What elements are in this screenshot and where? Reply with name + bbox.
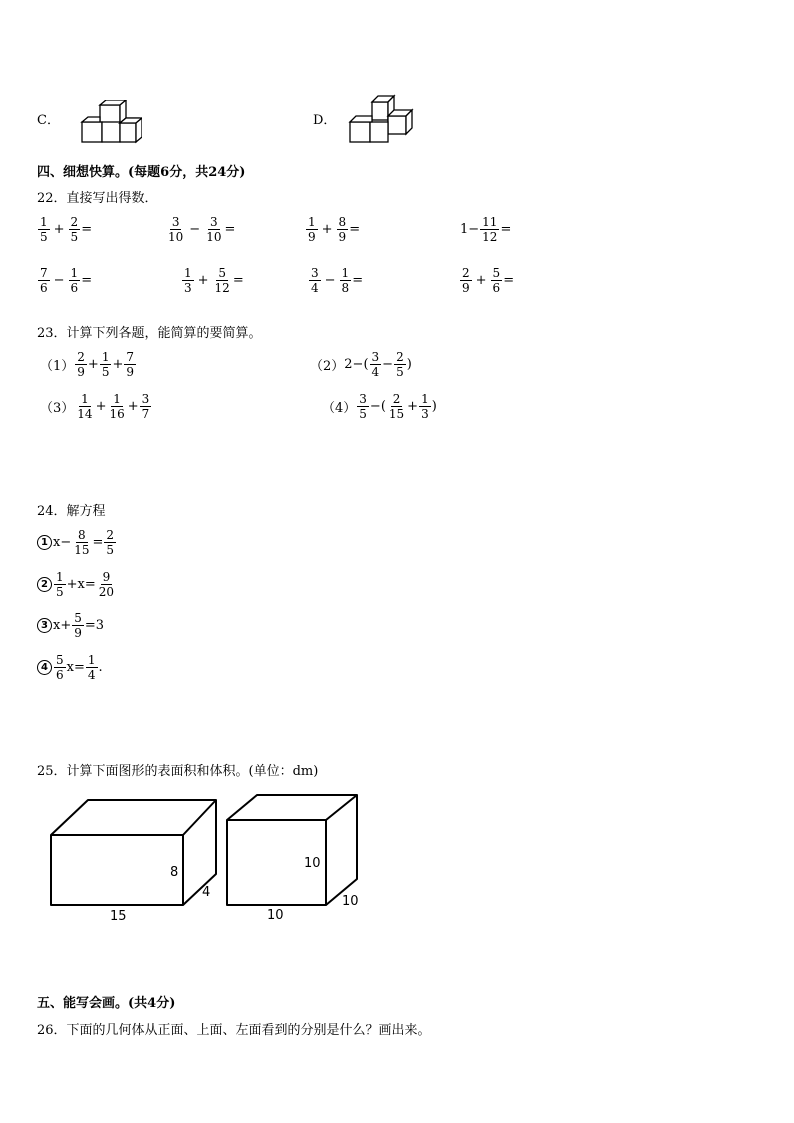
option-c-figure xyxy=(80,100,142,144)
q22-item-2: $\frac{3}{10}$ − $\frac{3}{10}$ = xyxy=(168,215,236,244)
section-5-heading: 五、能写会画。(共4分) xyxy=(37,996,176,1011)
q22-item-5: $\frac{7}{6}$ − $\frac{1}{6}$ = xyxy=(40,266,93,295)
q23-title: 23．计算下列各题，能简算的要简算。 xyxy=(37,326,262,341)
q22-item-1: $\frac{1}{5}$ + $\frac{2}{5}$ = xyxy=(40,215,93,244)
fraction: $\frac{8}{9}$ xyxy=(338,215,347,244)
fraction: $\frac{2}{9}$ xyxy=(77,350,85,379)
cuboid-front xyxy=(51,835,183,905)
fraction: $\frac{2}{15}$ xyxy=(388,392,405,421)
cube-top xyxy=(227,795,357,820)
q23-item-1: （1） $\frac{2}{9}$ + $\frac{1}{5}$ + $\frac{7}{9}$ xyxy=(40,350,135,379)
circled-number: 4 xyxy=(37,660,52,675)
fraction: $\frac{9}{20}$ xyxy=(98,570,115,599)
circled-number: 2 xyxy=(37,577,52,592)
fraction: $\frac{7}{9}$ xyxy=(126,350,135,379)
q22-item-6: $\frac{1}{3}$ + $\frac{5}{12}$ = xyxy=(184,266,244,295)
fraction: $\frac{1}{14}$ xyxy=(77,392,93,421)
fraction: $\frac{3}{5}$ xyxy=(359,392,367,421)
q23-item-4: （4） $\frac{3}{5}$ −( $\frac{2}{15}$ + $\frac{1}{3}$ ) xyxy=(322,392,437,421)
fraction: $\frac{5}{6}$ xyxy=(492,266,501,295)
fraction: $\frac{5}{6}$ xyxy=(56,653,64,682)
q26-title: 26．下面的几何体从正面、上面、左面看到的分别是什么？画出来。 xyxy=(37,1023,431,1038)
q24-title: 24．解方程 xyxy=(37,504,106,519)
fraction: $\frac{1}{5}$ xyxy=(40,215,48,244)
q22-title: 22．直接写出得数． xyxy=(37,191,158,206)
fraction: $\frac{3}{7}$ xyxy=(141,392,150,421)
q23-item-3: （3） $\frac{1}{14}$ + $\frac{1}{16}$ + $\frac{3}{7}$ xyxy=(40,392,150,421)
q22-item-8: $\frac{2}{9}$ + $\frac{5}{6}$ = xyxy=(462,266,515,295)
cuboid-side xyxy=(183,800,216,905)
fraction: $\frac{1}{3}$ xyxy=(421,392,429,421)
q24-item-2: 2 $\frac{1}{5}$ +x= $\frac{9}{20}$ xyxy=(37,570,117,599)
fraction: $\frac{3}{10}$ xyxy=(168,215,184,244)
q24-item-1: 1 x− $\frac{8}{15}$ = $\frac{2}{5}$ xyxy=(37,528,117,557)
fraction: $\frac{5}{12}$ xyxy=(214,266,230,295)
fraction: $\frac{2}{5}$ xyxy=(106,528,115,557)
q22-item-7: $\frac{3}{4}$ − $\frac{1}{8}$ = xyxy=(311,266,364,295)
fraction: $\frac{1}{5}$ xyxy=(101,350,110,379)
fraction: $\frac{2}{5}$ xyxy=(70,215,79,244)
q24-item-3: 3 x+ $\frac{5}{9}$ =3 xyxy=(37,611,104,640)
q22-item-3: $\frac{1}{9}$ + $\frac{8}{9}$ = xyxy=(308,215,361,244)
circled-number: 1 xyxy=(37,535,52,550)
fraction: $\frac{1}{4}$ xyxy=(87,653,96,682)
circled-number: 3 xyxy=(37,618,52,633)
cuboid-height-label: 8 xyxy=(170,865,179,880)
cube-depth-label: 10 xyxy=(342,894,359,909)
fraction: $\frac{3}{4}$ xyxy=(371,350,380,379)
fraction: $\frac{1}{8}$ xyxy=(341,266,350,295)
fraction: $\frac{8}{15}$ xyxy=(74,528,90,557)
fraction: $\frac{1}{6}$ xyxy=(70,266,79,295)
q22-item-4: 1− $\frac{11}{12}$ = xyxy=(460,215,512,244)
cuboid-length-label: 15 xyxy=(110,909,127,924)
fraction: $\frac{2}{5}$ xyxy=(396,350,404,379)
cuboid-top xyxy=(51,800,216,835)
option-c-label: C． xyxy=(37,113,60,128)
section-4-heading: 四、细想快算。(每题6分，共24分) xyxy=(37,165,246,180)
fraction: $\frac{1}{9}$ xyxy=(308,215,316,244)
cube-bottom-label: 10 xyxy=(267,908,284,923)
option-d-label: D． xyxy=(313,113,337,128)
fraction: $\frac{1}{16}$ xyxy=(109,392,125,421)
fraction: $\frac{3}{10}$ xyxy=(206,215,222,244)
option-d-figure xyxy=(348,94,418,144)
fraction: $\frac{11}{12}$ xyxy=(482,215,498,244)
fraction: $\frac{1}{5}$ xyxy=(56,570,64,599)
fraction: $\frac{2}{9}$ xyxy=(462,266,470,295)
fraction: $\frac{1}{3}$ xyxy=(184,266,192,295)
cuboid-width-label: 4 xyxy=(202,885,211,900)
q25-figures xyxy=(40,790,370,925)
q23-item-2: （2） 2−( $\frac{3}{4}$ − $\frac{2}{5}$ ) xyxy=(310,350,412,379)
cube-side xyxy=(326,795,357,905)
q25-title: 25．计算下面图形的表面积和体积。(单位：dm) xyxy=(37,764,319,779)
fraction: $\frac{7}{6}$ xyxy=(40,266,48,295)
q24-item-4: 4 $\frac{5}{6}$ x= $\frac{1}{4}$ . xyxy=(37,653,103,682)
fraction: $\frac{5}{9}$ xyxy=(74,611,82,640)
cube-front-label: 10 xyxy=(304,856,321,871)
fraction: $\frac{3}{4}$ xyxy=(311,266,319,295)
